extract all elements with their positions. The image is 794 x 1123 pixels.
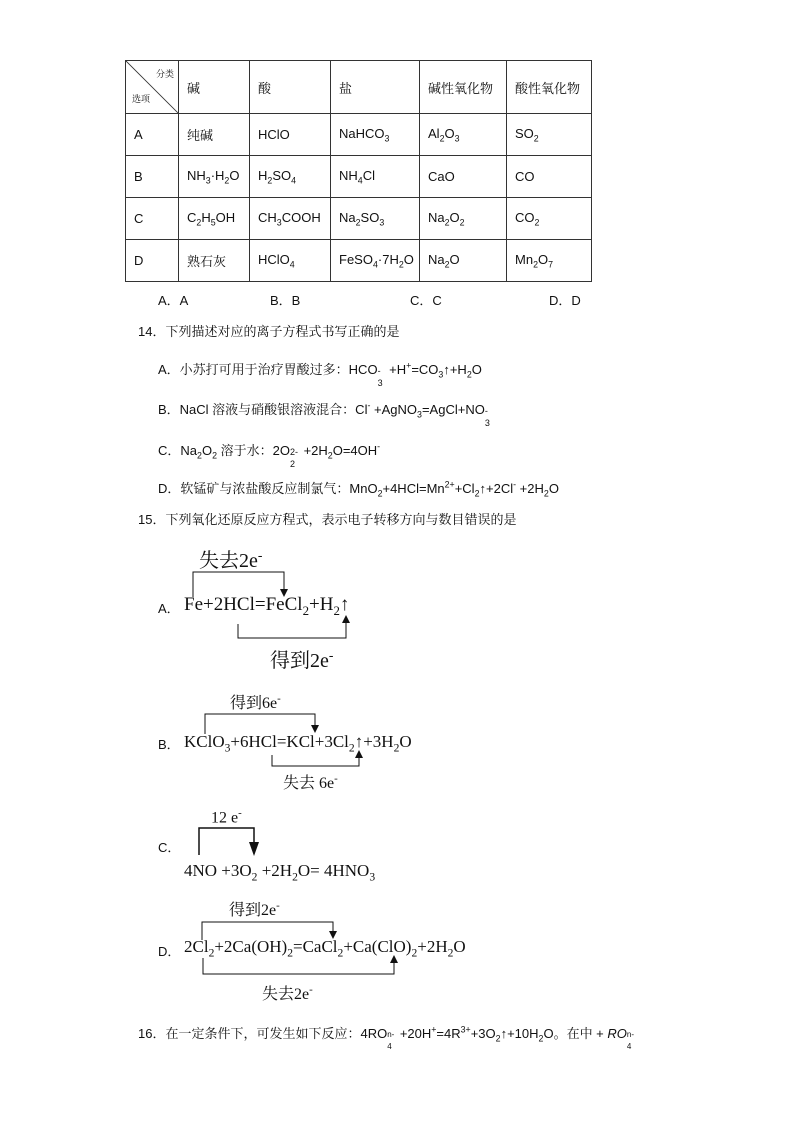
q15-d-top-label: 得到2e- <box>229 899 280 919</box>
header-acid: 酸 <box>250 61 331 114</box>
row-option: C <box>126 198 179 240</box>
cell-basic-oxide: $Al_2O_3$ <box>420 114 507 156</box>
cell-basic-oxide: $Na_2O_2$ <box>420 198 507 240</box>
cell-basic-oxide: $Na_2O$ <box>420 240 507 282</box>
q16-stem: 16．在一定条件下，可发生如下反应：4RO n- 4 $+20H^+=4R^{3+}+3O_2↑+10H_2O$。在中 + RO n- 4 <box>138 1024 635 1051</box>
q15-b-bottom-label: 失去 6e- <box>283 772 338 792</box>
cell-acidic-oxide: CO <box>507 156 592 198</box>
cell-acid: $H_2SO_4$ <box>250 156 331 198</box>
cell-acidic-oxide: $Mn_2O_7$ <box>507 240 592 282</box>
cell-salt: $NH_4Cl$ <box>331 156 420 198</box>
q13-choice-d: D．D <box>549 293 581 308</box>
q15-stem: 15．下列氧化还原反应方程式，表示电子转移方向与数目错误的是 <box>138 512 517 527</box>
cell-basic-oxide: CaO <box>420 156 507 198</box>
q15-b-equation: $KClO_3+6HCl=KCl+3Cl_2↑+3H_2O$ <box>184 732 412 755</box>
q15-d-letter: D． <box>158 944 181 959</box>
cell-acidic-oxide: $CO_2$ <box>507 198 592 240</box>
q15-b-letter: B． <box>158 737 180 752</box>
q15-b-top-label: 得到6e- <box>230 692 281 712</box>
q15-d-bottom-label: 失去2e- <box>262 983 313 1003</box>
cell-base: 熟石灰 <box>179 240 250 282</box>
cell-base: $C_2H_5OH$ <box>179 198 250 240</box>
row-option: B <box>126 156 179 198</box>
q14-option-b: B．NaCl 溶液与硝酸银溶液混合：Cl- +AgNO$_3$=AgCl+NO - 3 <box>158 400 490 428</box>
row-option: A <box>126 114 179 156</box>
header-salt: 盐 <box>331 61 420 114</box>
header-acidic-oxide: 酸性氧化物 <box>507 61 592 114</box>
cell-salt: NaHCO$_3$ <box>331 114 420 156</box>
q15-c-letter: C． <box>158 840 181 855</box>
header-basic-oxide: 碱性氧化物 <box>420 61 507 114</box>
cell-base: $NH_3\cdot H_2O$ <box>179 156 250 198</box>
q15-d-equation: $2Cl_2+2Ca(OH)_2=CaCl_2+Ca(ClO)_2+2H_2O$ <box>184 937 466 960</box>
corner-bottom-label: 选项 <box>132 94 151 104</box>
q15-c-top-label: 12 e- <box>211 807 242 827</box>
cell-acid: $CH_3COOH$ <box>250 198 331 240</box>
q14-option-a: A．小苏打可用于治疗胃酸过多：HCO - 3 $+H^+=CO_3↑+H_2O$ <box>158 360 482 388</box>
q14-option-d: D．软锰矿与浓盐酸反应制氯气：$MnO_2+4HCl=Mn^{2+}+Cl_2↑+2Cl^- +2H_2O$ <box>158 479 559 499</box>
row-option: D <box>126 240 179 282</box>
cell-acid: HClO$_4$ <box>250 240 331 282</box>
q15-c-equation: $4NO +3O_2 +2H_2O= 4HNO_3$ <box>184 861 376 884</box>
q15-a-equation: $Fe+2HCl=FeCl_2+H_2↑$ <box>184 594 350 618</box>
corner-top-label: 分类 <box>155 69 174 79</box>
q13-choice-c: C．C <box>410 293 442 308</box>
cell-base: 纯碱 <box>179 114 250 156</box>
q13-choice-a: A．A <box>158 293 189 308</box>
cell-salt: $FeSO_4\cdot 7H_2O$ <box>331 240 420 282</box>
q15-a-bottom-label: 得到2e- <box>270 647 334 672</box>
cell-acid: HClO <box>250 114 331 156</box>
q14-option-c: C．$Na_2O_2$ 溶于水：2O 2- 2 $+2H_2O=4OH^-$ <box>158 441 381 469</box>
q13-choice-b: B．B <box>270 293 301 308</box>
q15-a-letter: A． <box>158 601 180 616</box>
cell-salt: $Na_2SO_3$ <box>331 198 420 240</box>
cell-acidic-oxide: $SO_2$ <box>507 114 592 156</box>
header-base: 碱 <box>179 61 250 114</box>
q14-stem: 14．下列描述对应的离子方程式书写正确的是 <box>138 324 400 339</box>
q15-a-top-label: 失去2e- <box>199 547 263 572</box>
